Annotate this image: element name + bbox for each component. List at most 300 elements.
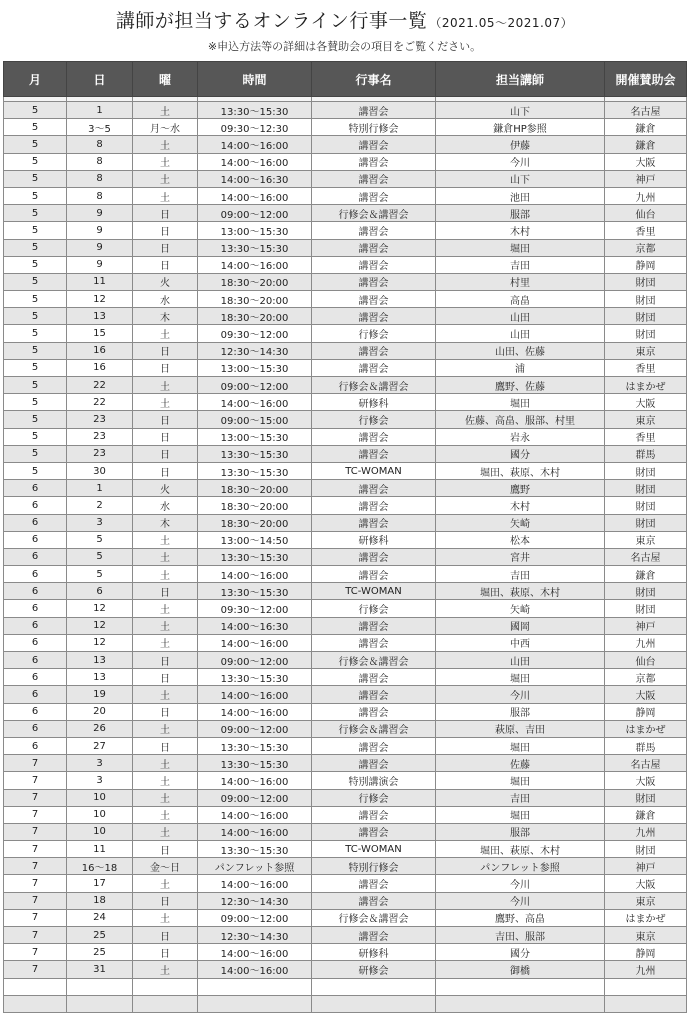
weekday-cell: 土	[133, 531, 198, 548]
table-row	[4, 703, 687, 720]
instructor-cell: 山下	[436, 102, 605, 119]
weekday-cell: 日	[133, 703, 198, 720]
time-cell: 13:30〜15:30	[198, 445, 312, 462]
time-cell: 14:00〜16:00	[198, 136, 312, 153]
day-cell: 11	[67, 273, 133, 290]
day-cell: 16	[67, 359, 133, 376]
event-name-cell: 特別行修会	[312, 858, 436, 875]
time-cell: 14:00〜16:00	[198, 394, 312, 411]
day-cell: 25	[67, 944, 133, 961]
event-name-cell: 講習会	[312, 170, 436, 187]
weekday-cell: 土	[133, 377, 198, 394]
weekday-cell: 日	[133, 239, 198, 256]
time-cell: 09:30〜12:30	[198, 119, 312, 136]
weekday-cell: 金〜日	[133, 858, 198, 875]
host-cell: 九州	[605, 187, 687, 204]
empty-cell	[198, 995, 312, 1012]
empty-cell	[198, 978, 312, 995]
day-cell: 5	[67, 548, 133, 565]
table-row	[4, 377, 687, 394]
instructor-cell: 國分	[436, 944, 605, 961]
event-name-cell: 講習会	[312, 136, 436, 153]
table-row	[4, 153, 687, 170]
month-cell: 5	[4, 308, 67, 325]
table-row	[4, 806, 687, 823]
month-cell: 6	[4, 600, 67, 617]
weekday-cell: 土	[133, 187, 198, 204]
host-cell: 財団	[605, 600, 687, 617]
time-cell: 14:00〜16:00	[198, 686, 312, 703]
table-row	[4, 480, 687, 497]
month-cell: 6	[4, 480, 67, 497]
time-cell: 14:00〜16:00	[198, 703, 312, 720]
instructor-cell: 高畠	[436, 291, 605, 308]
table-row	[4, 256, 687, 273]
month-cell: 5	[4, 239, 67, 256]
host-cell: 財団	[605, 462, 687, 479]
instructor-cell: 今川	[436, 153, 605, 170]
instructor-cell: 御橋	[436, 961, 605, 978]
event-name-cell: 講習会	[312, 153, 436, 170]
time-cell: 13:00〜15:30	[198, 359, 312, 376]
event-name-cell: 講習会	[312, 823, 436, 840]
day-cell: 8	[67, 153, 133, 170]
table-row	[4, 669, 687, 686]
month-cell: 5	[4, 256, 67, 273]
empty-cell	[4, 995, 67, 1012]
instructor-cell: 堀田、萩原、木村	[436, 841, 605, 858]
weekday-cell: 土	[133, 153, 198, 170]
time-cell: 12:30〜14:30	[198, 927, 312, 944]
instructor-cell: 山田、佐藤	[436, 342, 605, 359]
event-name-cell: 講習会	[312, 617, 436, 634]
host-cell: 財団	[605, 480, 687, 497]
event-name-cell: 講習会	[312, 875, 436, 892]
time-cell: 18:30〜20:00	[198, 497, 312, 514]
event-name-cell: 講習会	[312, 892, 436, 909]
day-cell: 12	[67, 634, 133, 651]
empty-cell	[133, 978, 198, 995]
table-row	[4, 755, 687, 772]
weekday-cell: 火	[133, 273, 198, 290]
month-cell: 7	[4, 789, 67, 806]
month-cell: 5	[4, 291, 67, 308]
table-row	[4, 308, 687, 325]
weekday-cell: 土	[133, 823, 198, 840]
month-cell: 5	[4, 187, 67, 204]
month-cell: 6	[4, 497, 67, 514]
time-cell: 18:30〜20:00	[198, 308, 312, 325]
host-cell: 名古屋	[605, 548, 687, 565]
time-cell: 13:00〜15:30	[198, 222, 312, 239]
host-cell: 神戸	[605, 858, 687, 875]
host-cell: 財団	[605, 497, 687, 514]
table-row	[4, 291, 687, 308]
host-cell: 名古屋	[605, 102, 687, 119]
day-cell: 23	[67, 428, 133, 445]
empty-cell	[605, 995, 687, 1012]
host-cell: 神戸	[605, 617, 687, 634]
time-cell: 13:30〜15:30	[198, 102, 312, 119]
weekday-cell: 日	[133, 669, 198, 686]
instructor-cell: 宮井	[436, 548, 605, 565]
month-cell: 7	[4, 927, 67, 944]
host-cell: 九州	[605, 961, 687, 978]
day-cell: 12	[67, 291, 133, 308]
host-cell: はまかぜ	[605, 909, 687, 926]
weekday-cell: 日	[133, 342, 198, 359]
time-cell: 14:00〜16:00	[198, 634, 312, 651]
event-name-cell: 講習会	[312, 239, 436, 256]
instructor-cell: 服部	[436, 823, 605, 840]
page-title	[0, 6, 689, 33]
host-cell: 財団	[605, 514, 687, 531]
time-cell: 09:00〜15:00	[198, 411, 312, 428]
day-cell: 12	[67, 600, 133, 617]
time-cell: 14:00〜16:00	[198, 153, 312, 170]
table-header-row	[4, 62, 687, 97]
weekday-cell: 土	[133, 961, 198, 978]
day-cell: 11	[67, 841, 133, 858]
host-cell: 名古屋	[605, 755, 687, 772]
weekday-cell: 木	[133, 514, 198, 531]
event-name-cell: 行修会＆講習会	[312, 720, 436, 737]
host-cell: 鎌倉	[605, 806, 687, 823]
instructor-cell: 中西	[436, 634, 605, 651]
table-row	[4, 944, 687, 961]
time-cell: 13:30〜15:30	[198, 462, 312, 479]
time-cell: 12:30〜14:30	[198, 892, 312, 909]
table-row	[4, 600, 687, 617]
event-name-cell: 講習会	[312, 927, 436, 944]
event-name-cell: 行修会	[312, 600, 436, 617]
table-row	[4, 789, 687, 806]
weekday-cell: 日	[133, 927, 198, 944]
month-cell: 6	[4, 583, 67, 600]
month-cell: 5	[4, 153, 67, 170]
month-cell: 6	[4, 703, 67, 720]
event-name-cell: 特別講演会	[312, 772, 436, 789]
day-cell: 1	[67, 102, 133, 119]
host-cell: 財団	[605, 841, 687, 858]
weekday-cell: 日	[133, 944, 198, 961]
weekday-cell: 土	[133, 806, 198, 823]
day-cell: 25	[67, 927, 133, 944]
month-cell: 5	[4, 119, 67, 136]
month-cell: 6	[4, 720, 67, 737]
event-name-cell: 研修会	[312, 961, 436, 978]
instructor-cell: 堀田	[436, 239, 605, 256]
month-cell: 6	[4, 548, 67, 565]
instructor-cell: 矢崎	[436, 600, 605, 617]
time-cell: 14:00〜16:00	[198, 256, 312, 273]
time-cell: 18:30〜20:00	[198, 514, 312, 531]
host-cell: はまかぜ	[605, 720, 687, 737]
events-table	[3, 61, 687, 1013]
time-cell: 18:30〜20:00	[198, 480, 312, 497]
table-row	[4, 325, 687, 342]
event-name-cell: 研修科	[312, 531, 436, 548]
event-name-cell: 行修会＆講習会	[312, 377, 436, 394]
event-name-cell: 講習会	[312, 634, 436, 651]
instructor-cell: 佐藤	[436, 755, 605, 772]
event-name-cell: 講習会	[312, 428, 436, 445]
host-cell: 東京	[605, 927, 687, 944]
month-cell: 7	[4, 961, 67, 978]
header-instructor: 担当講師	[436, 62, 605, 97]
day-cell: 15	[67, 325, 133, 342]
weekday-cell: 日	[133, 256, 198, 273]
day-cell: 13	[67, 669, 133, 686]
day-cell: 10	[67, 806, 133, 823]
day-cell: 27	[67, 737, 133, 754]
instructor-cell: 木村	[436, 497, 605, 514]
table-row	[4, 170, 687, 187]
event-name-cell: 講習会	[312, 187, 436, 204]
event-name-cell: 研修科	[312, 394, 436, 411]
event-name-cell: 行修会＆講習会	[312, 652, 436, 669]
month-cell: 7	[4, 858, 67, 875]
weekday-cell: 土	[133, 394, 198, 411]
time-cell: パンフレット参照	[198, 858, 312, 875]
weekday-cell: 土	[133, 548, 198, 565]
table-row	[4, 411, 687, 428]
month-cell: 5	[4, 205, 67, 222]
event-name-cell: 講習会	[312, 686, 436, 703]
event-name-cell: 講習会	[312, 445, 436, 462]
instructor-cell: 松本	[436, 531, 605, 548]
time-cell: 09:00〜12:00	[198, 205, 312, 222]
weekday-cell: 土	[133, 136, 198, 153]
host-cell: 鎌倉	[605, 136, 687, 153]
table-row	[4, 119, 687, 136]
instructor-cell: 佐藤、高畠、服部、村里	[436, 411, 605, 428]
time-cell: 13:30〜15:30	[198, 548, 312, 565]
instructor-cell: 堀田	[436, 772, 605, 789]
table-row	[4, 394, 687, 411]
instructor-cell: 國岡	[436, 617, 605, 634]
instructor-cell: パンフレット参照	[436, 858, 605, 875]
instructor-cell: 吉田	[436, 256, 605, 273]
event-name-cell: 講習会	[312, 342, 436, 359]
instructor-cell: 吉田	[436, 789, 605, 806]
event-name-cell: 講習会	[312, 737, 436, 754]
instructor-cell: 木村	[436, 222, 605, 239]
time-cell: 12:30〜14:30	[198, 342, 312, 359]
table-row	[4, 927, 687, 944]
instructor-cell: 鷹野	[436, 480, 605, 497]
time-cell: 14:00〜16:00	[198, 823, 312, 840]
event-name-cell: 講習会	[312, 480, 436, 497]
table-row	[4, 566, 687, 583]
host-cell: 群馬	[605, 445, 687, 462]
table-row	[4, 583, 687, 600]
event-name-cell: 講習会	[312, 514, 436, 531]
month-cell: 5	[4, 342, 67, 359]
event-name-cell: 講習会	[312, 703, 436, 720]
month-cell: 5	[4, 325, 67, 342]
weekday-cell: 月〜水	[133, 119, 198, 136]
day-cell: 13	[67, 652, 133, 669]
table-row	[4, 239, 687, 256]
weekday-cell: 日	[133, 205, 198, 222]
day-cell: 6	[67, 583, 133, 600]
time-cell: 09:00〜12:00	[198, 377, 312, 394]
table-row	[4, 858, 687, 875]
time-cell: 13:30〜15:30	[198, 737, 312, 754]
host-cell: 群馬	[605, 737, 687, 754]
weekday-cell: 日	[133, 652, 198, 669]
day-cell: 3	[67, 772, 133, 789]
time-cell: 14:00〜16:00	[198, 187, 312, 204]
empty-cell	[436, 995, 605, 1012]
day-cell: 23	[67, 411, 133, 428]
instructor-cell: 堀田、萩原、木村	[436, 583, 605, 600]
table-row	[4, 273, 687, 290]
time-cell: 09:30〜12:00	[198, 325, 312, 342]
host-cell: 九州	[605, 634, 687, 651]
table-row	[4, 514, 687, 531]
table-row	[4, 961, 687, 978]
day-cell: 3〜5	[67, 119, 133, 136]
month-cell: 7	[4, 875, 67, 892]
day-cell: 26	[67, 720, 133, 737]
weekday-cell: 日	[133, 462, 198, 479]
empty-cell	[605, 978, 687, 995]
instructor-cell: 鷹野、佐藤	[436, 377, 605, 394]
weekday-cell: 火	[133, 480, 198, 497]
month-cell: 5	[4, 359, 67, 376]
table-row	[4, 634, 687, 651]
event-name-cell: TC-WOMAN	[312, 462, 436, 479]
host-cell: 大阪	[605, 394, 687, 411]
instructor-cell: 村里	[436, 273, 605, 290]
host-cell: 大阪	[605, 875, 687, 892]
table-row	[4, 875, 687, 892]
table-row	[4, 772, 687, 789]
time-cell: 14:00〜16:00	[198, 944, 312, 961]
page-note: ※申込方法等の詳細は各賛助会の項目をご覧ください。	[207, 40, 482, 53]
title-period: （2021.05〜2021.07）	[429, 16, 574, 30]
month-cell: 7	[4, 772, 67, 789]
table-row	[4, 136, 687, 153]
table-row	[4, 892, 687, 909]
event-name-cell: 講習会	[312, 806, 436, 823]
table-row	[4, 841, 687, 858]
empty-row	[4, 978, 687, 995]
event-name-cell: 講習会	[312, 273, 436, 290]
table-body	[4, 97, 687, 1013]
table-row	[4, 187, 687, 204]
empty-cell	[133, 995, 198, 1012]
event-name-cell: 講習会	[312, 256, 436, 273]
host-cell: 神戸	[605, 170, 687, 187]
weekday-cell: 土	[133, 170, 198, 187]
host-cell: 財団	[605, 308, 687, 325]
instructor-cell: 堀田	[436, 737, 605, 754]
table-row	[4, 617, 687, 634]
instructor-cell: 鷹野、高畠	[436, 909, 605, 926]
host-cell: 財団	[605, 291, 687, 308]
event-name-cell: 講習会	[312, 291, 436, 308]
host-cell: 香里	[605, 359, 687, 376]
month-cell: 5	[4, 377, 67, 394]
table-row	[4, 462, 687, 479]
month-cell: 5	[4, 136, 67, 153]
weekday-cell: 日	[133, 411, 198, 428]
day-cell: 9	[67, 222, 133, 239]
instructor-cell: 堀田	[436, 394, 605, 411]
header-host: 開催賛助会	[605, 62, 687, 97]
day-cell: 9	[67, 239, 133, 256]
day-cell: 22	[67, 394, 133, 411]
host-cell: 東京	[605, 342, 687, 359]
host-cell: 鎌倉	[605, 119, 687, 136]
instructor-cell: 伊藤	[436, 136, 605, 153]
host-cell: 九州	[605, 823, 687, 840]
instructor-cell: 山田	[436, 325, 605, 342]
day-cell: 16	[67, 342, 133, 359]
day-cell: 8	[67, 187, 133, 204]
day-cell: 19	[67, 686, 133, 703]
day-cell: 10	[67, 789, 133, 806]
host-cell: はまかぜ	[605, 377, 687, 394]
time-cell: 14:00〜16:00	[198, 566, 312, 583]
host-cell: 鎌倉	[605, 566, 687, 583]
day-cell: 20	[67, 703, 133, 720]
weekday-cell: 土	[133, 789, 198, 806]
table-row	[4, 222, 687, 239]
empty-cell	[67, 995, 133, 1012]
table-row	[4, 497, 687, 514]
time-cell: 14:00〜16:00	[198, 961, 312, 978]
event-name-cell: 行修会＆講習会	[312, 909, 436, 926]
month-cell: 7	[4, 806, 67, 823]
table-row	[4, 445, 687, 462]
time-cell: 09:30〜12:00	[198, 600, 312, 617]
table-row	[4, 342, 687, 359]
instructor-cell: 堀田	[436, 806, 605, 823]
month-cell: 5	[4, 170, 67, 187]
time-cell: 09:00〜12:00	[198, 652, 312, 669]
table-row	[4, 428, 687, 445]
host-cell: 京都	[605, 239, 687, 256]
event-name-cell: 講習会	[312, 566, 436, 583]
day-cell: 9	[67, 205, 133, 222]
month-cell: 7	[4, 755, 67, 772]
weekday-cell: 水	[133, 497, 198, 514]
weekday-cell: 日	[133, 737, 198, 754]
day-cell: 10	[67, 823, 133, 840]
header-weekday: 曜	[133, 62, 198, 97]
day-cell: 13	[67, 308, 133, 325]
time-cell: 09:00〜12:00	[198, 789, 312, 806]
host-cell: 仙台	[605, 652, 687, 669]
header-event-name: 行事名	[312, 62, 436, 97]
weekday-cell: 土	[133, 102, 198, 119]
host-cell: 香里	[605, 428, 687, 445]
host-cell: 東京	[605, 892, 687, 909]
instructor-cell: 岩永	[436, 428, 605, 445]
host-cell: 仙台	[605, 205, 687, 222]
instructor-cell: 山下	[436, 170, 605, 187]
day-cell: 8	[67, 136, 133, 153]
day-cell: 24	[67, 909, 133, 926]
weekday-cell: 土	[133, 566, 198, 583]
day-cell: 3	[67, 755, 133, 772]
day-cell: 30	[67, 462, 133, 479]
instructor-cell: 吉田、服部	[436, 927, 605, 944]
